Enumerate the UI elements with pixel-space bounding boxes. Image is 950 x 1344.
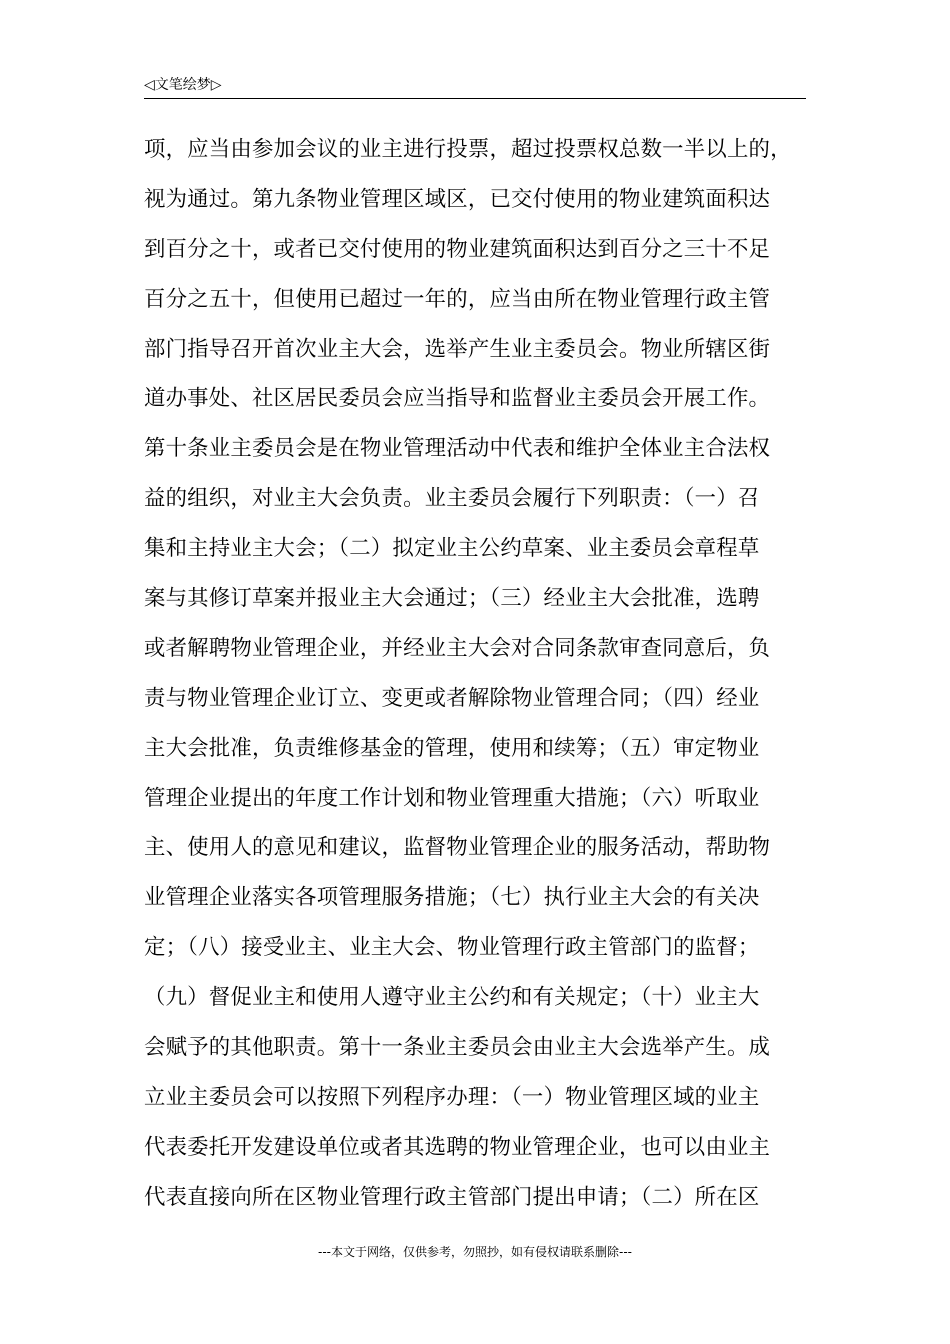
header-divider [144,98,806,99]
body-line: 责与物业管理企业订立、变更或者解除物业管理合同；（四）经业 [144,685,760,711]
body-line: 主大会批准，负责维修基金的管理，使用和续筹；（五）审定物业 [144,735,760,761]
body-line: 视为通过。第九条物业管理区域区，已交付使用的物业建筑面积达 [144,186,771,212]
body-line: 部门指导召开首次业主大会，选举产生业主委员会。物业所辖区街 [144,336,771,362]
body-line: 或者解聘物业管理企业，并经业主大会对合同条款审查同意后，负 [144,635,771,661]
body-line: 立业主委员会可以按照下列程序办理：（一）物业管理区域的业主 [144,1084,760,1110]
document-header: ◁文笔绘梦▷ [144,77,222,93]
body-line: 主、使用人的意见和建议，监督物业管理企业的服务活动，帮助物 [144,835,771,861]
body-line: 到百分之十，或者已交付使用的物业建筑面积达到百分之三十不足 [144,236,771,262]
body-line: 代表直接向所在区物业管理行政主管部门提出申请；（二）所在区 [144,1184,760,1210]
body-line: 益的组织，对业主大会负责。业主委员会履行下列职责：（一）召 [144,486,760,512]
body-line: 第十条业主委员会是在物业管理活动中代表和维护全体业主合法权 [144,436,771,462]
body-line: 定；（八）接受业主、业主大会、物业管理行政主管部门的监督； [144,935,760,961]
body-line: 百分之五十，但使用已超过一年的，应当由所在物业管理行政主管 [144,286,771,312]
body-line: 案与其修订草案并报业主大会通过；（三）经业主大会批准，选聘 [144,586,760,612]
body-line: 项，应当由参加会议的业主进行投票，超过投票权总数一半以上的， [144,137,792,162]
body-line: （九）督促业主和使用人遵守业主公约和有关规定；（十）业主大 [144,985,760,1011]
body-line: 道办事处、社区居民委员会应当指导和监督业主委员会开展工作。 [144,386,771,412]
body-line: 管理企业提出的年度工作计划和物业管理重大措施；（六）听取业 [144,785,760,811]
body-line: 代表委托开发建设单位或者其选聘的物业管理企业，也可以由业主 [144,1134,771,1160]
body-line: 会赋予的其他职责。第十一条业主委员会由业主大会选举产生。成 [144,1035,771,1061]
body-line: 集和主持业主大会；（二）拟定业主公约草案、业主委员会章程草 [144,536,760,562]
document-body [144,125,834,1223]
disclaimer-footer: ---本文于网络，仅供参考，勿照抄，如有侵权请联系删除--- [318,1245,632,1259]
body-line: 业管理企业落实各项管理服务措施；（七）执行业主大会的有关决 [144,885,760,911]
